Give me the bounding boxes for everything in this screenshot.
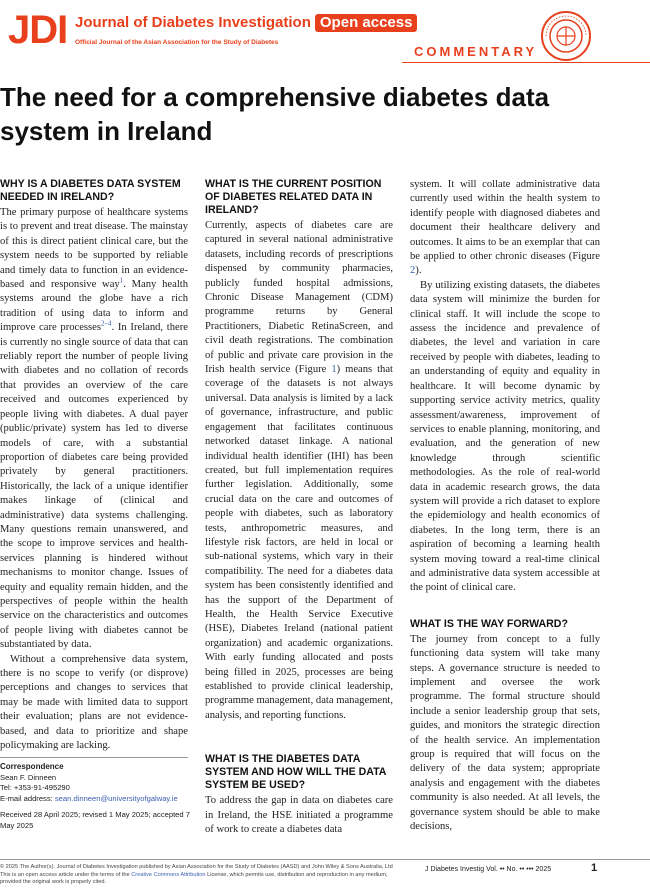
open-access-badge: Open access — [315, 14, 418, 32]
text-span: system. It will collate administrative data currently used within the health system to identify people with diagnosed diabetes and document their healthcare delivery and outcomes. It aims to be an exemplar that can be applied to other chronic diseases (Figure — [410, 179, 600, 263]
email-label: E-mail address: — [0, 793, 55, 803]
text-span: License, which permits use, distribution and reproduction in any medium, provided the original work is properly cited. — [0, 871, 388, 885]
author-tel: Tel: +353-91-495290 — [0, 783, 70, 792]
author-email-line — [0, 794, 190, 805]
paragraph — [0, 206, 188, 653]
copyright-line: © 2025 The Author(s). Journal of Diabetes Investigation published by Asian Association for the Study of Diabetes (AASD) and John Wiley & Sons Australia, Ltd — [0, 864, 393, 870]
paragraph: To address the gap in data on diabetes care in Ireland, the HSE initiated a programme of work to create a diabetes data — [205, 795, 393, 836]
text-span: . In Ireland, there is currently no single source of data that can reliably report the number of people living with diabetes and no collation of records that provides an overview of the care received and outcomes experienced by people living with diabetes. A dual payer (public/private) system has led to diverse models of care, with a substantial proportion of diabetes care being provided privately by general practitioners. Historically, the lack of a unique identifier makes linkage of (clinical and administrative) data systems challenging. Many questions remain unanswered, and the scope to improve services and health-services planning is hindered without mechanisms to monitor change. Issues of equity and equality remain hidden, and the perspectives of people within the health service on the characteristics and outcomes of people living with diabetes cannot be substantiated by data. — [0, 322, 188, 651]
journal-title — [75, 14, 417, 32]
cc-license-link[interactable]: Creative Commons Attribution — [131, 871, 206, 878]
journal-subtitle: Official Journal of the Asian Association for the Study of Diabetes — [75, 39, 279, 46]
column-1 — [0, 178, 188, 753]
jdi-logo: JDI — [8, 8, 68, 52]
text-span: This is an open access article under the terms of the — [0, 871, 132, 878]
section-heading-what-is: WHAT IS THE DIABETES DATA SYSTEM AND HOW WILL THE DATA SYSTEM BE USED? — [205, 753, 387, 792]
section-heading-way-forward: WHAT IS THE WAY FORWARD? — [410, 617, 568, 630]
column-2 — [205, 178, 393, 837]
license-text — [0, 864, 410, 887]
journal-header — [0, 0, 650, 62]
paragraph: Without a comprehensive data system, there is no scope to verify (or disprove) perceptions and changes to services that may be made with limited data to support their evaluation; plans are not evidence-based, and data to prioritize and shape policymaking are lacking. — [0, 653, 188, 752]
page-number: 1 — [591, 862, 598, 874]
correspondence-heading: Correspondence — [0, 762, 64, 771]
reference-link[interactable]: 2–4 — [101, 319, 112, 328]
figure-link[interactable]: 2 — [410, 265, 416, 277]
text-span: The primary purpose of healthcare systems is to prevent and treat disease. The mainstay of this is direct patient clinical care, but the system needs to be supported by reliable and timely data to function in an evidence-based and responsive way — [0, 207, 188, 291]
text-span: ) means that coverage of the datasets is not always universal. Data analysis is limited by a lack of governance, infrastructure, and public engagement that facilitates continuous networked dataset linkage. A national individual health identifier (IHI) has been created, but full implementation requires further legislation. Additionally, some crucial data on the care and outcomes of people with diabetes, such as laboratory tests, anthropometric measures, and lifestyle risk factors, are held in local or sub-national systems, which vary in their compatibility. The need for a diabetes data system has been consistently identified and has the support of the Department of Health, the Health Service Executive (HSE), Diabetes Ireland (national patient organization) and academic organizations. With early funding allocated and posts being filled in 2025, processes are being established to provide clinical leadership, programme management, data management, analysis, and reporting functions. — [205, 364, 393, 721]
license-line — [0, 872, 410, 887]
journal-title-text: Journal of Diabetes Investigation — [75, 14, 311, 31]
reference-link[interactable]: 1 — [119, 276, 124, 285]
author-name: Sean F. Dinneen — [0, 772, 57, 782]
column-3 — [410, 178, 600, 834]
text-span: Currently, aspects of diabetes care are captured in several national administrative datasets, including records of prescriptions dispensed by community pharmacies, publicly funded hospital admissions, Chronic Disease Management (CDM) programme returns by General Practitioners, Diabetic RetinaScreen, and civil death registrations. The combination of public and private care provision in the Irish health service (Figure — [205, 220, 393, 376]
journal-citation: J Diabetes Investig Vol. •• No. •• ••• 2025 — [425, 866, 552, 873]
correspondence-box — [0, 762, 190, 831]
section-heading-why: WHY IS A DIABETES DATA SYSTEM NEEDED IN IRELAND? — [0, 178, 181, 203]
article-type-label: COMMENTARY — [414, 44, 538, 59]
page-title: The need for a comprehensive diabetes data system in Ireland — [0, 82, 550, 146]
section-heading-current-position: WHAT IS THE CURRENT POSITION OF DIABETES RELATED DATA IN IRELAND? — [205, 178, 382, 216]
aasd-seal-icon — [540, 10, 592, 62]
paragraph — [205, 219, 393, 723]
text-span: ). — [415, 265, 422, 277]
email-link[interactable]: sean.dinneen@universityofgalway.ie — [54, 793, 178, 803]
correspondence-rule — [0, 757, 188, 758]
figure-link[interactable]: 1 — [331, 364, 337, 376]
footer-rule — [0, 859, 650, 860]
text-span: . Many health systems around the globe have a rich tradition of using data to inform and improve care processes — [0, 279, 188, 334]
paragraph: The journey from concept to a fully functioning data system will take many steps. A governance structure is needed to implement and oversee the work programme. The formal structure should include a senior leadership group that sets, guides, and monitors the strategic direction of the health service. An implementation group is required that will focus on the delivery of the data system; appropriate analysis and engagement with the diabetes community is also needed. At all levels, the governance system should be able to make decisions, — [410, 633, 600, 833]
header-rule — [402, 62, 650, 63]
paragraph: By utilizing existing datasets, the diabetes data system will minimize the burden for clinical staff. It will include the scope to assess the incidence and prevalence of diabetes, the level and variation in care received by people with diabetes, leading to an understanding of equity and equality in healthcare. It will become dynamic by supporting service activity metrics, quality assessment/awareness, improvement of services to enable planning, monitoring, and evaluation, and the generation of new knowledge through scientific methodologies. As the role of real-world data in academic research grows, the data system will provide a rich dataset to explore the epidemiology and health economics of diabetes. In the long term, there is an aspiration of becoming a learning health system moving toward a real-time clinical and administrative data system accessible at the point of clinical care. — [410, 279, 600, 594]
article-dates: Received 28 April 2025; revised 1 May 2025; accepted 7 May 2025 — [0, 810, 190, 830]
paragraph — [410, 178, 600, 279]
